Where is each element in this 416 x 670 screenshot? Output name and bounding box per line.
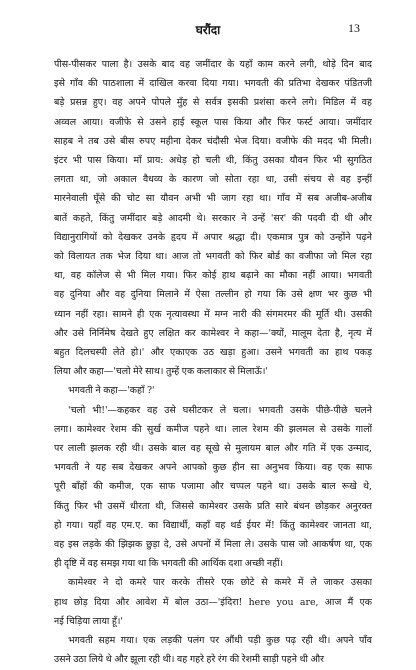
text-line: लिया और कहा—'चलो मेरे साथ। तुम्हें एक कलाकार से मिलाऊँ।' — [54, 366, 268, 378]
text-line: था, वह कॉलेज से भी मिल गया। फिर कोई हाथ बढ़ाने का मौका नहीं आया। भगवती — [54, 270, 372, 282]
paragraph — [54, 573, 372, 631]
text-line: भगवती ने कहा—'कहाँ ?' — [68, 385, 155, 397]
text-line: बड़े प्रसन्न हुए। वह अपने पोपले मुँह से सर्वत्र इसकी प्रशंसा करने लगे। मिडिल में वह — [54, 97, 372, 109]
text-line: ही दृष्टि में वह समझ गया था कि भगवती की आर्थिक दशा अच्छी नहीं। — [54, 558, 284, 570]
text-line: उसने उठा लिये थे और झूला रही थी। वह गहरे हरे रंग की रेशमी साड़ी पहने थी और — [54, 654, 324, 666]
text-line: हाथ छोड़ दिया और आवेश में बोल उठा—'इंदिरा! here you are, आज मैं एक — [54, 596, 372, 608]
text-line: बहुत दिलचस्पी लेते हो।' और एकाएक उठ खड़ा हुआ। उसने भगवती का हाथ पकड़ — [54, 347, 372, 359]
text-line: लगता था, जो अकाल वैधव्य के कारण जो सोता रहा था, उसी संचय से वह इन्हीं — [54, 174, 372, 186]
text-line: विद्यानुरागियों को देखकर उनके हृदय में अपार श्रद्धा दी। एकमात्र पुत्र को उन्होंने पढ़ने — [54, 231, 372, 243]
text-line: पर लाली झलक रही थी। उसके बाल वह सूखे से मुलायम बाल और गति में एक उन्माद, — [54, 443, 372, 455]
text-line: ध्यान नहीं रहा। सामने ही एक नृत्यावस्था में मग्न नारी की संगमरमर की मूर्ति थी। उसकी — [54, 308, 372, 320]
text-line: मारनेवाली घूँसे की चोट सा यौवन अभी भी जाग रहा था। गाँव में सब अजीब-अजीब — [54, 193, 372, 205]
text-line: भगवती सहम गया। एक लड़की पलंग पर औंधी पड़ी कुछ पढ़ रही थी। अपने पाँव — [68, 635, 372, 647]
text-line: वह दुनिया और वह दुनिया मिलाने में ऐसा तल्लीन हो गया कि उसे क्षण भर कुछ भी — [54, 289, 372, 301]
text-line: इसे गाँव की पाठशाला में दाखिल करवा दिया गया। भगवती की प्रतिभा देखकर पंडितजी — [54, 78, 372, 90]
paragraph — [54, 631, 372, 669]
page-header — [0, 21, 416, 43]
paragraph — [54, 55, 372, 381]
text-line: 'चलो भी!'—कहकर वह उसे घसीटकर ले चला। भगवती उसके पीछे-पीछे चलने — [68, 404, 372, 416]
body-text — [54, 55, 372, 670]
text-line: किंतु फिर भी उसमें धीरता थी, जिससे कामेश्वर उसके प्रति सारे बंधन छोड़कर अनुरक्त — [54, 500, 372, 512]
paragraph — [54, 401, 372, 574]
paragraph — [54, 381, 372, 400]
text-line: हो गया। यहाँ वह एम.ए. का विद्यार्थी, कहाँ वह थर्ड ईयर में! किंतु कामेश्वर जानता था, — [54, 519, 372, 531]
text-line: नई चिड़िया लाया हूँ।' — [54, 615, 123, 627]
text-line: कामेश्वर ने दो कमरे पार करके तीसरे एक छोटे से कमरे में ले जाकर उसका — [68, 577, 372, 589]
text-line: पूरी बाँहों की कमीज, एक साफ पजामा और चप्पल पहने था। उसके बाल रूखे थे, — [54, 481, 372, 493]
text-line: भगवती ने यह सब देखकर अपने आपको कुछ हीन सा अनुभव किया। वह एक साफ — [54, 462, 372, 474]
text-line: इंटर भी पास किया। माँ प्राय: अधेड़ हो चली थी, किंतु उसका यौवन फिर भी सुगठित — [54, 155, 372, 167]
text-line: वह इस लड़के की झिझक छुड़ा दे, उसे अपनों में मिला ले। उसके पास जो आकर्षण था, एक — [54, 539, 372, 551]
running-title: घरौंदा — [195, 23, 221, 37]
text-line: लगा। कामेश्वर रेशम की सुर्ख कमीज पहने था। लाल रेशम की झलमल से उसके गालों — [54, 423, 372, 435]
text-line: पीस-पीसकर पाला है। उसके बाद वह जमींदार के यहाँ काम करने लगी, थोड़े दिन बाद — [54, 59, 372, 70]
text-line: और उसे निर्निमेष देखते हुए लक्षित कर कामेश्वर ने कहा—'क्यों, मालूम देता है, नृत्य में — [54, 327, 372, 339]
text-line: बातें कहते, किंतु जमींदार बड़े आदमी थे। सरकार ने उन्हें 'सर' की पदवी दी थी और — [54, 212, 372, 224]
text-line: को विलायत तक भेज दिया था। आज तो भगवती को फिर बोर्ड का वजीफा जो मिल रहा — [54, 251, 372, 263]
page-number: 13 — [348, 21, 360, 35]
text-line: साहब ने तब उसे बीस रुपए महीना देकर चंदौसी भेज दिया। वजीफे की मदद भी मिली। — [54, 135, 372, 147]
text-line: अव्वल आया। वजीफे से उसने हाई स्कूल पास किया और फिर फर्स्ट आया। जमींदार — [54, 116, 372, 128]
